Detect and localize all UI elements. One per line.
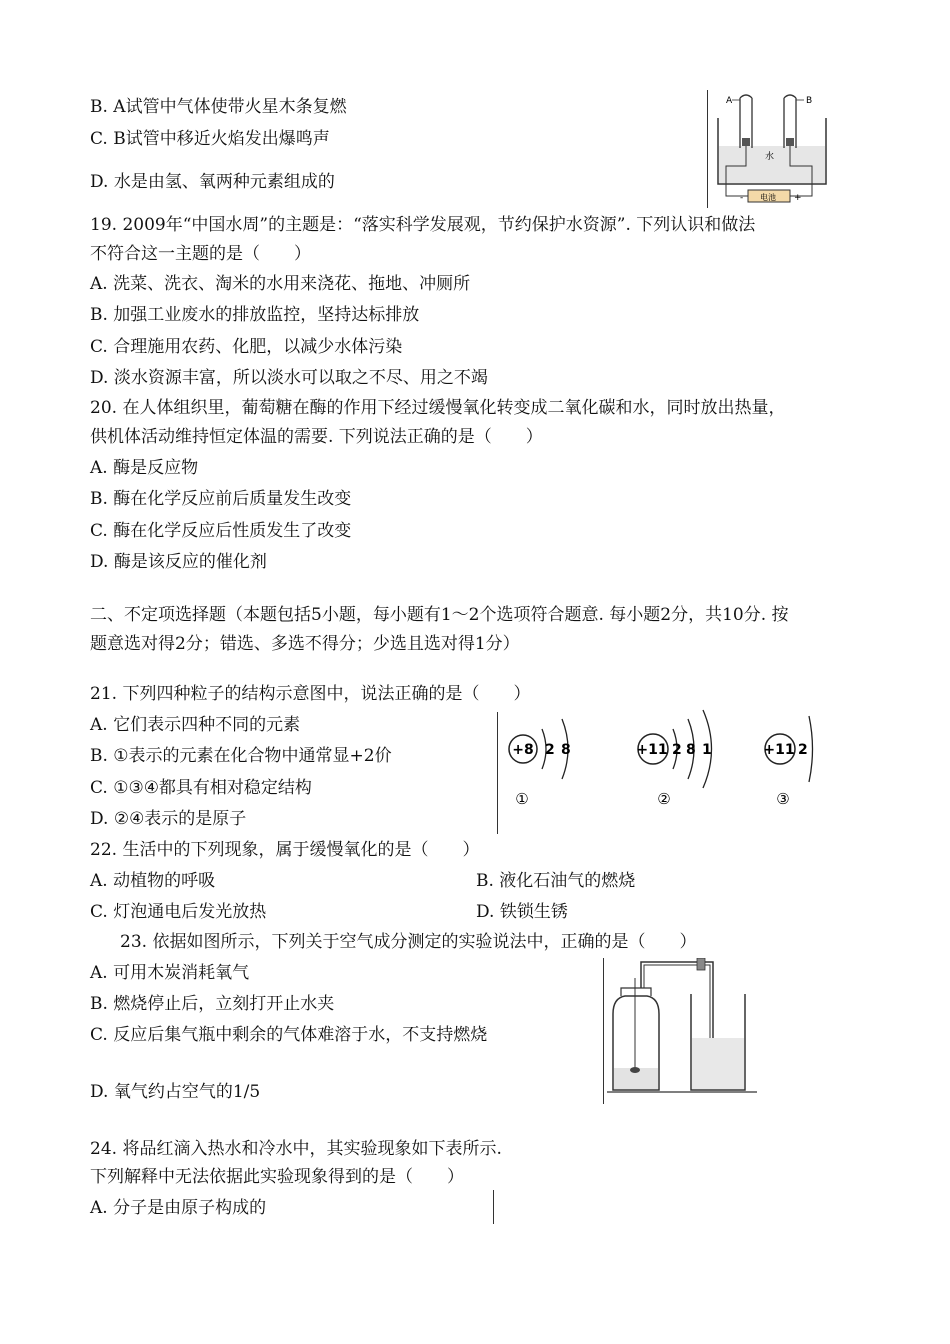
atom-3-nucleus: +11 <box>763 742 795 758</box>
q21-stem: 21. 下列四种粒子的结构示意图中，说法正确的是（ ） <box>90 684 531 704</box>
atom-1-shell-1: 2 <box>545 742 555 758</box>
q23-option-d: D. 氧气约占空气的1/5 <box>90 1082 261 1102</box>
atom-3-label: ③ <box>776 790 790 808</box>
electrolysis-figure <box>712 88 832 206</box>
q24-option-a: A. 分子是由原子构成的 <box>90 1198 267 1218</box>
atom-1-label: ① <box>515 790 529 808</box>
q21-figure-divider <box>497 712 498 834</box>
q23-option-b: B. 燃烧停止后，立刻打开止水夹 <box>90 994 335 1014</box>
atom-1-nucleus: +8 <box>512 742 534 758</box>
q18-option-b: B. A试管中气体使带火星木条复燃 <box>90 97 347 117</box>
atom-2-shell-1: 2 <box>672 742 682 758</box>
q20-option-b: B. 酶在化学反应前后质量发生改变 <box>90 489 352 509</box>
q24-stem-line2: 下列解释中无法依据此实验现象得到的是（ ） <box>90 1167 464 1187</box>
q23-option-c: C. 反应后集气瓶中剩余的气体难溶于水，不支持燃烧 <box>90 1025 488 1045</box>
q22-option-c: C. 灯泡通电后发光放热 <box>90 902 267 922</box>
power-label: 电池 <box>760 193 776 202</box>
q20-stem-line2: 供机体活动维持恒定体温的需要. 下列说法正确的是（ ） <box>90 427 543 447</box>
atom-2-label: ② <box>657 790 671 808</box>
q22-option-d: D. 铁锁生锈 <box>476 902 568 922</box>
q20-option-a: A. 酶是反应物 <box>90 458 199 478</box>
q19-option-c: C. 合理施用农药、化肥，以减少水体污染 <box>90 337 403 357</box>
water-label: 水 <box>765 152 775 162</box>
atom-3-shell-1: 2 <box>798 742 808 758</box>
q21-option-b: B. ①表示的元素在化合物中通常显+2价 <box>90 746 392 766</box>
tube-b-label: B <box>806 96 813 106</box>
q20-option-d: D. 酶是该反应的催化剂 <box>90 552 267 572</box>
q19-option-b: B. 加强工业废水的排放监控，坚持达标排放 <box>90 305 420 325</box>
power-plus-label: + <box>794 193 802 203</box>
q22-option-a: A. 动植物的呼吸 <box>90 871 216 891</box>
atom-1-diagram <box>509 719 571 808</box>
atom-1-shell-2: 8 <box>561 742 571 758</box>
atom-2-shell-3: 1 <box>702 742 712 758</box>
atom-2-diagram <box>636 710 711 808</box>
q19-stem-line2: 不符合这一主题的是（ ） <box>90 244 311 264</box>
section2-heading-line1: 二、不定项选择题（本题包括5小题，每小题有1～2个选项符合题意. 每小题2分，共10分. 按 <box>90 605 789 625</box>
q18-option-d: D. 水是由氢、氧两种元素组成的 <box>90 172 335 192</box>
air-composition-apparatus <box>607 958 757 1100</box>
q18-figure-divider <box>707 90 708 208</box>
q23-stem: 23. 依据如图所示，下列关于空气成分测定的实验说法中，正确的是（ ） <box>120 932 697 952</box>
q19-option-a: A. 洗菜、洗衣、淘米的水用来浇花、拖地、冲厕所 <box>90 274 471 294</box>
atom-2-nucleus: +11 <box>636 742 668 758</box>
q21-option-c: C. ①③④都具有相对稳定结构 <box>90 778 312 798</box>
q19-option-d: D. 淡水资源丰富，所以淡水可以取之不尽、用之不竭 <box>90 368 488 388</box>
atomic-structure-figure <box>500 706 816 818</box>
q24-stem-line1: 24. 将品红滴入热水和冷水中，其实验现象如下表所示. <box>90 1139 502 1159</box>
atom-2-shell-2: 8 <box>686 742 696 758</box>
q23-figure-divider <box>603 958 604 1104</box>
q21-option-d: D. ②④表示的是原子 <box>90 809 247 829</box>
q23-option-a: A. 可用木炭消耗氧气 <box>90 963 250 983</box>
q20-stem-line1: 20. 在人体组织里，葡萄糖在酶的作用下经过缓慢氧化转变成二氧化碳和水，同时放出热量， <box>90 398 786 418</box>
q18-option-c: C. B试管中移近火焰发出爆鸣声 <box>90 129 330 149</box>
q21-option-a: A. 它们表示四种不同的元素 <box>90 715 301 735</box>
q22-stem: 22. 生活中的下列现象，属于缓慢氧化的是（ ） <box>90 840 480 860</box>
q22-option-b: B. 液化石油气的燃烧 <box>476 871 636 891</box>
atom-3-diagram <box>763 716 812 808</box>
q19-stem-line1: 19. 2009年“中国水周”的主题是：“落实科学发展观，节约保护水资源”. 下列认识和做法 <box>90 215 756 235</box>
section2-heading-line2: 题意选对得2分；错选、多选不得分；少选且选对得1分） <box>90 634 520 654</box>
q20-option-c: C. 酶在化学反应后性质发生了改变 <box>90 521 352 541</box>
q24-table-edge <box>493 1190 494 1224</box>
tube-a-label: A <box>726 96 733 106</box>
power-minus-label: - <box>740 193 744 203</box>
